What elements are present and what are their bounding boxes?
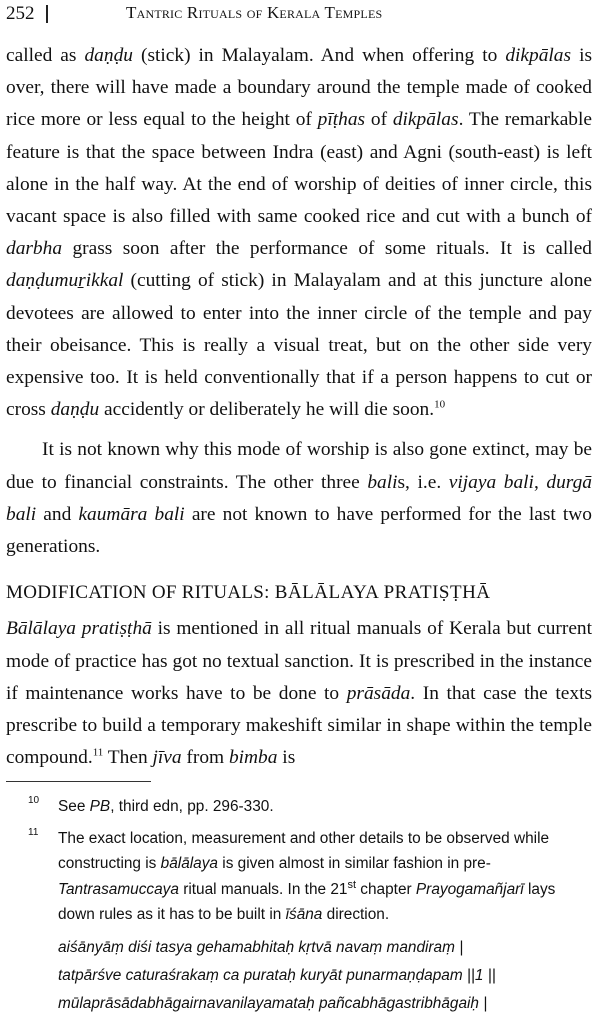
paragraph-3: Bālālaya pratiṣṭhā is mentioned in all ritual manuals of Kerala but current mode of practice has got no textual sanction. It is prescribed in the instance if maintenance works have to be done to prāsāda. In that case the texts prescribe to build a temporary makeshift similar in shape within the temple compound.$^{11}$ Then jīva from bimba is [6, 618, 593, 769]
footnote-text: The exact location, measurement and other details to be observed while constructing is bālālaya is given almost in similar fashion in pre-Tantrasamuccaya ritual manuals. In the 21st chapter Prayogamañjarī lays down rules as it has to be built in īśāna direction. [58, 829, 556, 923]
footnote-ref-11[interactable]: 11 [92, 746, 104, 759]
running-title: Tantric Rituals of Kerala Temples [126, 3, 383, 22]
footnote-ref-10[interactable]: 10 [434, 398, 446, 411]
verse-line: mūlaprāsādabhāgairnavanilayamataḥ pañcabhāgastribhāgaiḥ | [58, 994, 488, 1012]
sanskrit-verse [6, 934, 592, 1018]
footnote-text: See PB, third edn, pp. 296-330. [58, 798, 274, 815]
page-number: 252 [6, 3, 35, 24]
footnote-11 [6, 826, 592, 928]
footnote-marker: 11 [28, 826, 39, 838]
paragraph-1: called as daṇḍu (stick) in Malayalam. And when offering to dikpālas is over, there will have made a boundary around the temple made of cooked rice more or less equal to the height of pīṭhas of dikpālas. The remarkable feature is that the space between Indra (east) and Agni (south-east) is left alone in the half way. At the end of worship of deities of inner circle, this vacant space is also filled with same cooked rice and cut with a bunch of darbha grass soon after the performance of some rituals. It is called daṇḍumuṟikkal (cutting of stick) in Malayalam and at this juncture alone devotees are allowed to enter into the inner circle of the temple and pay their obeisance. This is really a visual treat, but on the other side very expensive too. It is held conventionally that if a person happens to cut or cross daṇḍu accidently or deliberately he will die soon.$^{10}$ [6, 45, 592, 421]
verse-line: aiśānyāṃ diśi tasya gehamabhitaḥ kṛtvā navaṃ mandiraṃ | [58, 938, 464, 956]
verse-line: tatpārśve caturaśrakaṃ ca purataḥ kuryāt punarmaṇḍapam ||1 || [58, 966, 496, 984]
footnote-separator [6, 781, 151, 782]
footnote-10 [6, 794, 592, 820]
paragraph-2: It is not known why this mode of worship is also gone extinct, may be due to financial constraints. The other three balis, i.e. vijaya bali, durgā bali and kaumāra bali are not known to have performed for the last two generations. [6, 439, 592, 558]
page-header [0, 0, 600, 28]
main-text [6, 40, 592, 774]
header-divider [46, 5, 48, 23]
footnotes [6, 794, 592, 1018]
section-heading: MODIFICATION OF RITUALS: BĀLĀLAYA PRATIṢṬHĀ [6, 582, 491, 604]
footnote-marker: 10 [28, 795, 40, 806]
